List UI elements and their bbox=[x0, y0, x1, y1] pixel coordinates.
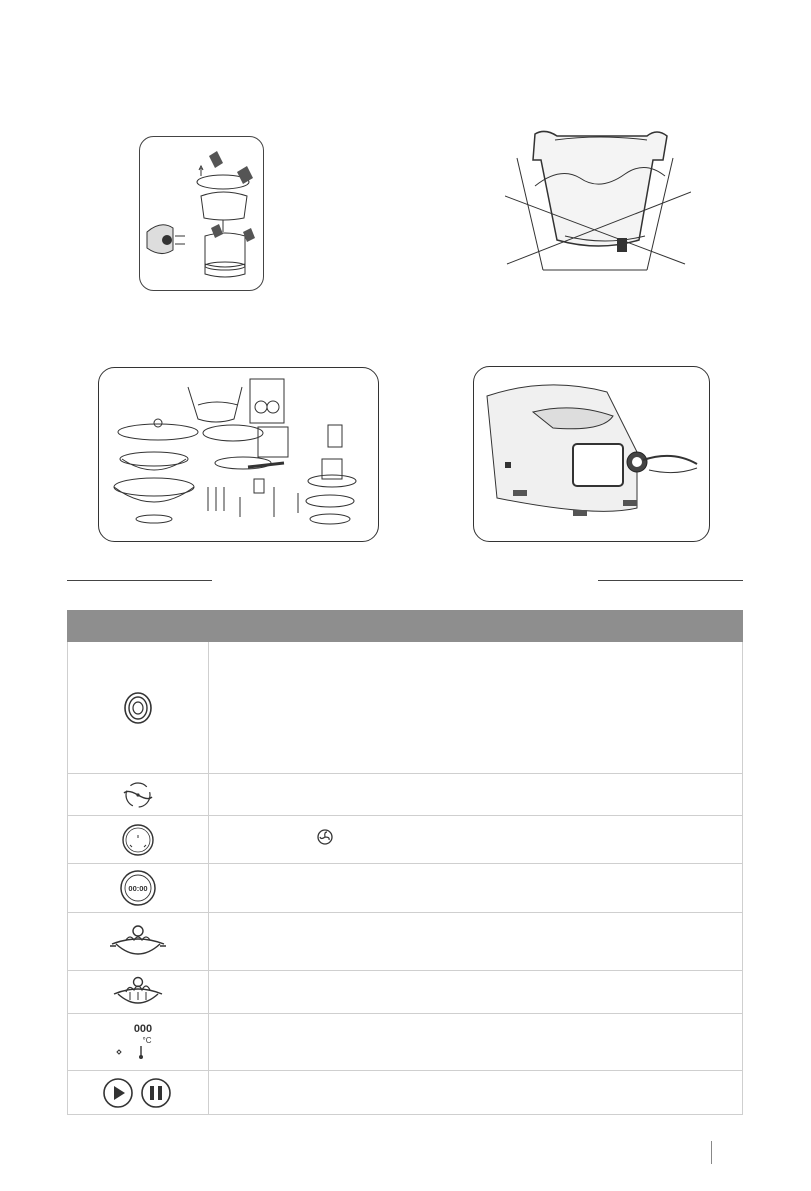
assembly-steps-illustration bbox=[139, 136, 264, 291]
section-divider-right bbox=[598, 580, 743, 581]
row-description bbox=[209, 642, 743, 774]
icon-column-header bbox=[68, 611, 209, 642]
speed-dial-icon bbox=[121, 823, 155, 857]
row-description bbox=[209, 1071, 743, 1115]
jug-fill-levels-illustration bbox=[505, 126, 691, 272]
table-row bbox=[68, 816, 743, 864]
temperature-value: 000 bbox=[133, 1023, 153, 1035]
table-row bbox=[68, 864, 743, 913]
jug-levels-icon bbox=[505, 126, 691, 272]
accessories-icon bbox=[98, 367, 379, 542]
timer-dial-icon bbox=[119, 869, 157, 907]
jug-assembly-icon bbox=[139, 136, 264, 291]
table-row bbox=[68, 1071, 743, 1115]
row-description bbox=[209, 774, 743, 816]
steamer-basket-large-icon bbox=[108, 924, 168, 960]
table-row bbox=[68, 971, 743, 1014]
appliance-illustration bbox=[473, 366, 710, 542]
control-knob-icon bbox=[123, 691, 153, 725]
row-description bbox=[209, 1014, 743, 1071]
functions-table bbox=[67, 610, 743, 1115]
table-row bbox=[68, 774, 743, 816]
row-description bbox=[209, 913, 743, 971]
play-pause-icon bbox=[102, 1077, 174, 1109]
timer-text: 00:00 bbox=[128, 884, 148, 893]
table-row bbox=[68, 913, 743, 971]
row-description bbox=[209, 971, 743, 1014]
appliance-icon bbox=[473, 366, 710, 542]
temperature-unit: °C bbox=[142, 1036, 152, 1045]
temperature-display-icon bbox=[113, 1020, 163, 1064]
table-row bbox=[68, 642, 743, 774]
accessories-illustration bbox=[98, 367, 379, 542]
fan-icon bbox=[317, 829, 333, 845]
row-description bbox=[209, 864, 743, 913]
steamer-basket-small-icon bbox=[110, 976, 166, 1008]
table-row bbox=[68, 1014, 743, 1071]
table-header-row bbox=[68, 611, 743, 642]
blade-speed-icon bbox=[119, 780, 157, 810]
page-number-divider bbox=[711, 1141, 712, 1164]
description-column-header bbox=[209, 611, 743, 642]
section-divider-left bbox=[67, 580, 212, 581]
